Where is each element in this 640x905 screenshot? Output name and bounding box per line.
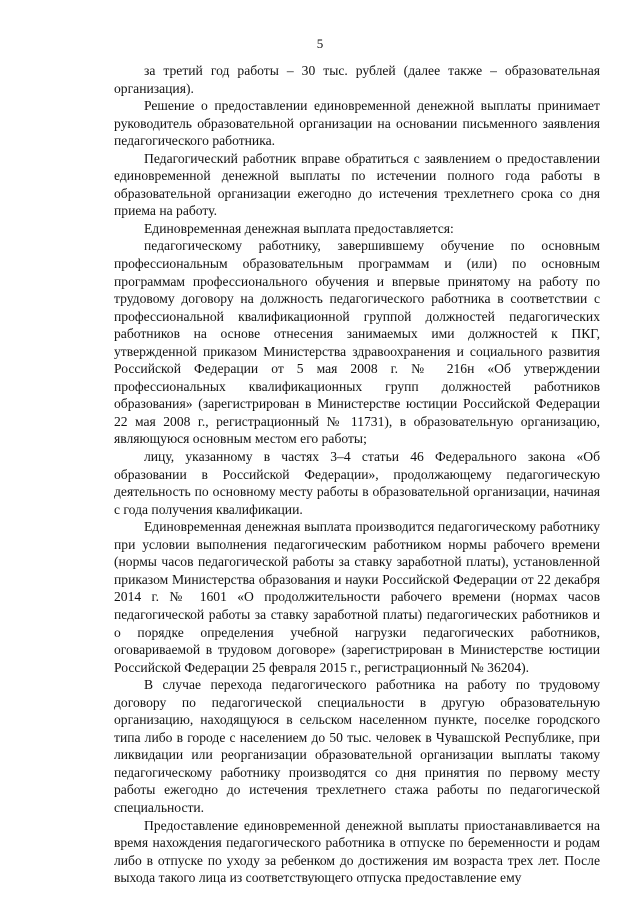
paragraph-decision: Решение о предоставлении единовременной денежной выплаты принимает руководитель образовательной организации на основании письменного заявления педагогического работника. <box>114 98 600 149</box>
paragraph-eligible-person: лицу, указанному в частях 3–4 статьи 46 Федерального закона «Об образовании в Российской Федерации», продолжающему педагогическую деятельность по основному месту работы в образовательной организации, начиная с года получения квалификации. <box>114 449 600 517</box>
paragraph-suspension: Предоставление единовременной денежной выплаты приостанавливается на время нахождения педагогического работника в отпуске по беременности и родам либо в отпуске по уходу за ребенком до достижения им возраста трех лет. После выхода такого лица из соответствующего отпуска предоставление ему <box>114 817 600 886</box>
paragraph-transfer-case: В случае перехода педагогического работника на работу по трудовому договору по педагогической специальности в другую образовательную организацию, находящуюся в сельском населенном пункте, поселке городского типа либо в городе с населением до 50 тыс. человек в Чувашской Республике, при ликвидации или реорганизации образовательной организации выплаты такому педагогическому работнику производятся со дня принятия по первому месту работы ежегодно до истечения трехлетнего стажа работы по педагогической специальности. <box>114 677 600 815</box>
paragraph-eligible-worker: педагогическому работнику, завершившему обучение по основным профессиональным образовательным программам и (или) по основным программам профессионального обучения и впервые принятому на работу по трудовому договору на должность педагогического работника в соответствии с профессиональной квалификационной группой должностей педагогических работников на основе отнесения занимаемых ими должностей к ПКГ, утвержденной приказом Министерства здравоохранения и социального развития Российской Федерации от 5 мая 2008 г. № 216н «Об утверждении профессиональных квалификационных групп должностей работников образования» (зарегистрирован в Министерстве юстиции Российской Федерации 22 мая 2008 г., регистрационный № 11731), в образовательную организацию, являющуюся основным местом его работы; <box>114 238 600 447</box>
paragraph-continuation: за третий год работы – 30 тыс. рублей (далее также – образовательная организация). <box>114 63 600 96</box>
document-body <box>114 62 600 887</box>
paragraph-application-right: Педагогический работник вправе обратиться с заявлением о предоставлении единовременной денежной выплаты по истечении полного года работы в образовательной организации ежегодно до истечения трехлетнего срока со дня приема на работу. <box>114 150 600 219</box>
paragraph-payment-provided: Единовременная денежная выплата предоставляется: <box>144 220 454 236</box>
page-number: 5 <box>316 36 324 51</box>
paragraph-payment-condition: Единовременная денежная выплата производится педагогическому работнику при условии выполнения педагогическим работником нормы рабочего времени (нормы часов педагогической работы за ставку заработной платы), установленной приказом Министерства образования и науки Российской Федерации от 22 декабря 2014 г. № 1601 «О продолжительности рабочего времени (нормах часов педагогической работы за ставку заработной платы) педагогических работников и о порядке определения учебной нагрузки педагогических работников, оговариваемой в трудовом договоре» (зарегистрирован в Министерстве юстиции Российской Федерации 25 февраля 2015 г., регистрационный № 36204). <box>114 519 600 675</box>
